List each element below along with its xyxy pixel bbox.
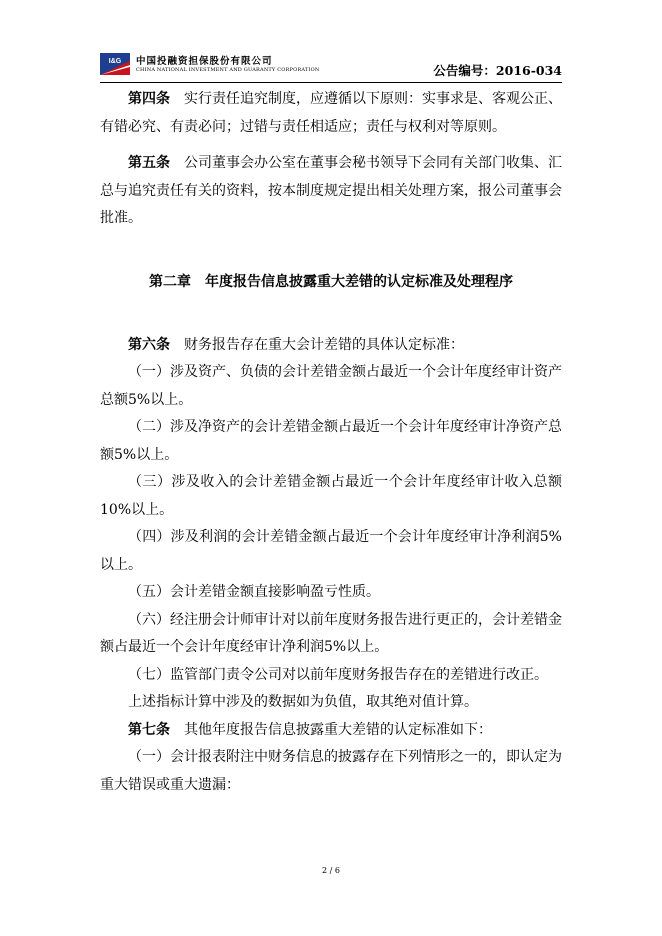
article-6-text: 财务报告存在重大会计差错的具体认定标准： bbox=[184, 336, 464, 353]
page-header bbox=[100, 50, 562, 84]
article-4-text: 实行责任追究制度，应遵循以下原则：实事求是、客观公正、有错必究、有责必问；过错与责任相适应；责任与权利对等原则。 bbox=[100, 91, 562, 135]
article-6 bbox=[100, 332, 562, 360]
company-name-cn: 中国投融资担保股份有限公司 bbox=[136, 56, 273, 67]
chapter-2-heading: 第二章 年度报告信息披露重大差错的认定标准及处理程序 bbox=[149, 273, 513, 290]
article-6-item-1: （一）涉及资产、负债的会计差错金额占最近一个会计年度经审计资产总额5%以上。 bbox=[100, 364, 562, 408]
article-5-text: 公司董事会办公室在董事会秘书领导下会同有关部门收集、汇总与追究责任有关的资料，按本制度规定提出相关处理方案，报公司董事会批准。 bbox=[100, 155, 562, 226]
article-6-item-4: （四）涉及利润的会计差错金额占最近一个会计年度经审计净利润5%以上。 bbox=[100, 529, 562, 573]
logo-text: I&G bbox=[108, 58, 122, 65]
article-6-item-3: （三）涉及收入的会计差错金额占最近一个会计年度经审计收入总额10%以上。 bbox=[100, 474, 562, 518]
page-number: 2 / 6 bbox=[322, 866, 340, 875]
article-6-term: 第六条 bbox=[128, 336, 170, 353]
article-6-item-2: （二）涉及净资产的会计差错金额占最近一个会计年度经审计净资产总额5%以上。 bbox=[100, 419, 562, 463]
article-7-term: 第七条 bbox=[128, 721, 170, 738]
article-5-term: 第五条 bbox=[128, 155, 170, 171]
article-6-item-5: （五）会计差错金额直接影响盈亏性质。 bbox=[128, 584, 380, 600]
company-logo-icon bbox=[100, 53, 130, 75]
company-name-en: CHINA NATIONAL INVESTMENT AND GUARANTY CORPORATION bbox=[136, 67, 320, 73]
article-5 bbox=[100, 150, 562, 233]
article-6-note: 上述指标计算中涉及的数据如为负值，取其绝对值计算。 bbox=[128, 694, 478, 710]
article-7 bbox=[100, 717, 562, 745]
article-4-term: 第四条 bbox=[128, 91, 170, 107]
article-7-text: 其他年度报告信息披露重大差错的认定标准如下： bbox=[184, 721, 492, 738]
header-divider bbox=[100, 82, 562, 83]
article-7-item-1: （一）会计报表附注中财务信息的披露存在下列情形之一的，即认定为重大错误或重大遗漏： bbox=[100, 749, 562, 793]
notice-number: 公告编号：2016-034 bbox=[433, 63, 562, 78]
document-body bbox=[100, 86, 562, 799]
article-4 bbox=[100, 86, 562, 141]
article-6-item-7: （七）监管部门责令公司对以前年度财务报告存在的差错进行改正。 bbox=[128, 666, 548, 683]
article-6-item-6: （六）经注册会计师审计对以前年度财务报告进行更正的，会计差错金额占最近一个会计年度经审计净利润5%以上。 bbox=[100, 611, 562, 655]
